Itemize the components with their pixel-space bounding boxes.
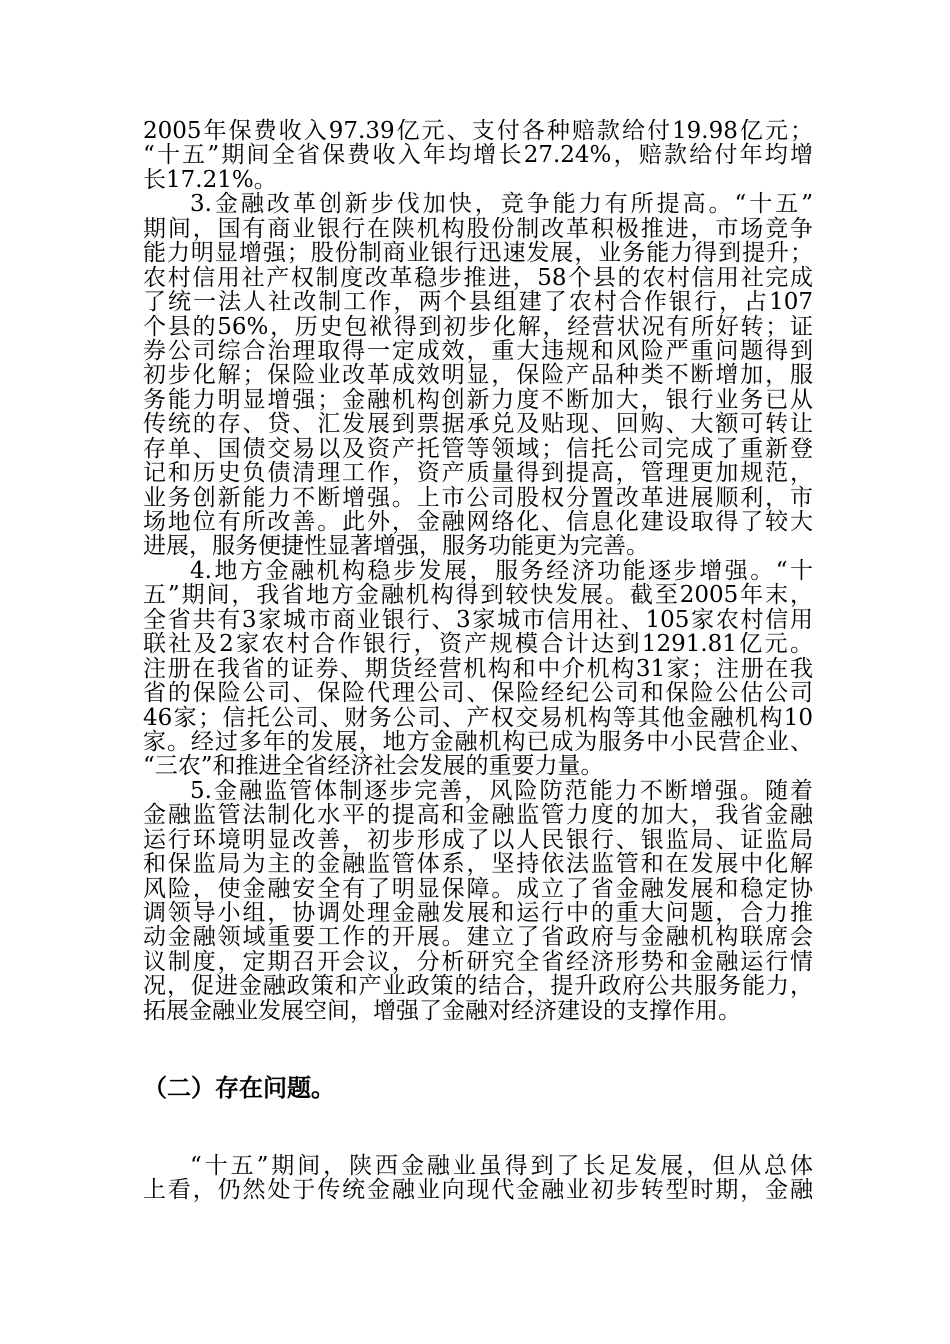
text-line: 券公司综合治理取得一定成效，重大违规和风险严重问题得到 [143,337,813,364]
text-line: 金融监管法制化水平的提高和金融监管力度的加大，我省金融 [143,802,813,829]
text-line: 联社及2家农村合作银行，资产规模合计达到1291.81亿元。 [143,631,813,658]
text-line: “十五”期间，陕西金融业虽得到了长足发展，但从总体 [190,1153,813,1179]
text-line: 5.金融监管体制逐步完善，风险防范能力不断增强。随着 [190,777,813,804]
text-line: “十五”期间全省保费收入年均增长27.24%，赔款给付年均增 [143,142,813,169]
text-line: 业务创新能力不断增强。上市公司股权分置改革进展顺利，市 [143,484,813,511]
text-line: 运行环境明显改善，初步形成了以人民银行、银监局、证监局 [143,826,813,853]
text-line: “三农”和推进全省经济社会发展的重要力量。 [143,753,604,780]
text-line: 场地位有所改善。此外，金融网络化、信息化建设取得了较大 [143,509,813,535]
text-line: 传统的存、贷、汇发展到票据承兑及贴现、回购、大额可转让 [143,411,813,438]
text-line: 3.金融改革创新步伐加快，竞争能力有所提高。“十五” [190,191,813,218]
text-line: 2005年保费收入97.39亿元、支付各种赔款给付19.98亿元； [143,118,813,144]
text-line: 家。经过多年的发展，地方金融机构已成为服务中小民营企业、 [143,728,813,755]
text-line: 和保监局为主的金融监管体系，坚持依法监管和在发展中化解 [143,851,813,878]
paragraph-item-4 [143,559,813,779]
paragraph-existing-problems [143,1154,813,1203]
text-line: 动金融领域重要工作的开展。建立了省政府与金融机构联席会 [143,924,813,951]
text-line: 调领导小组，协调处理金融发展和运行中的重大问题，合力推 [143,900,813,926]
text-line: 拓展金融业发展空间，增强了金融对经济建设的支撑作用。 [143,997,741,1024]
text-line: 了统一法人社改制工作，两个县组建了农村合作银行，占107 [143,289,813,316]
section-heading: （二）存在问题。 [143,1074,335,1102]
text-line: 记和历史负债清理工作，资产质量得到提高，管理更加规范， [143,460,813,487]
text-line: 期间，国有商业银行在陕机构股份制改革积极推进，市场竞争 [143,215,813,242]
text-line: 4.地方金融机构稳步发展，服务经济功能逐步增强。“十 [190,557,813,584]
text-line: 46家；信托公司、财务公司、产权交易机构等其他金融机构10 [143,704,813,731]
text-line: 五”期间，我省地方金融机构得到较快发展。截至2005年末， [143,582,813,609]
paragraph-item-3 [143,192,813,559]
text-line: 存单、国债交易以及资产托管等领域；信托公司完成了重新登 [143,435,813,462]
text-line: 议制度，定期召开会议，分析研究全省经济形势和金融运行情 [143,948,813,975]
text-line: 注册在我省的证券、期货经营机构和中介机构31家；注册在我 [143,655,813,682]
text-line: 进展，服务便捷性显著增强，服务功能更为完善。 [143,533,649,560]
text-line: 省的保险公司、保险代理公司、保险经纪公司和保险公估公司 [143,680,813,707]
text-line: 风险，使金融安全有了明显保障。成立了省金融发展和稳定协 [143,875,813,902]
text-line: 务能力明显增强；金融机构创新力度不断加大，银行业务已从 [143,386,813,413]
text-line: 能力明显增强；股份制商业银行迅速发展，业务能力得到提升； [143,240,813,267]
text-line: 长17.21%。 [143,166,277,193]
document-body [143,119,813,1023]
text-line: 个县的56%，历史包袱得到初步化解，经营状况有所好转；证 [143,313,813,340]
text-line: 况，促进金融政策和产业政策的结合，提升政府公共服务能力， [143,973,813,1000]
text-line: 全省共有3家城市商业银行、3家城市信用社、105家农村信用 [143,606,813,633]
paragraph-item-5 [143,779,813,1023]
text-line: 农村信用社产权制度改革稳步推进，58个县的农村信用社完成 [143,264,813,291]
paragraph-insurance-stats [143,119,813,192]
text-line: 上看，仍然处于传统金融业向现代金融业初步转型时期，金融 [143,1177,813,1204]
text-line: 初步化解；保险业改革成效明显，保险产品种类不断增加，服 [143,362,813,389]
